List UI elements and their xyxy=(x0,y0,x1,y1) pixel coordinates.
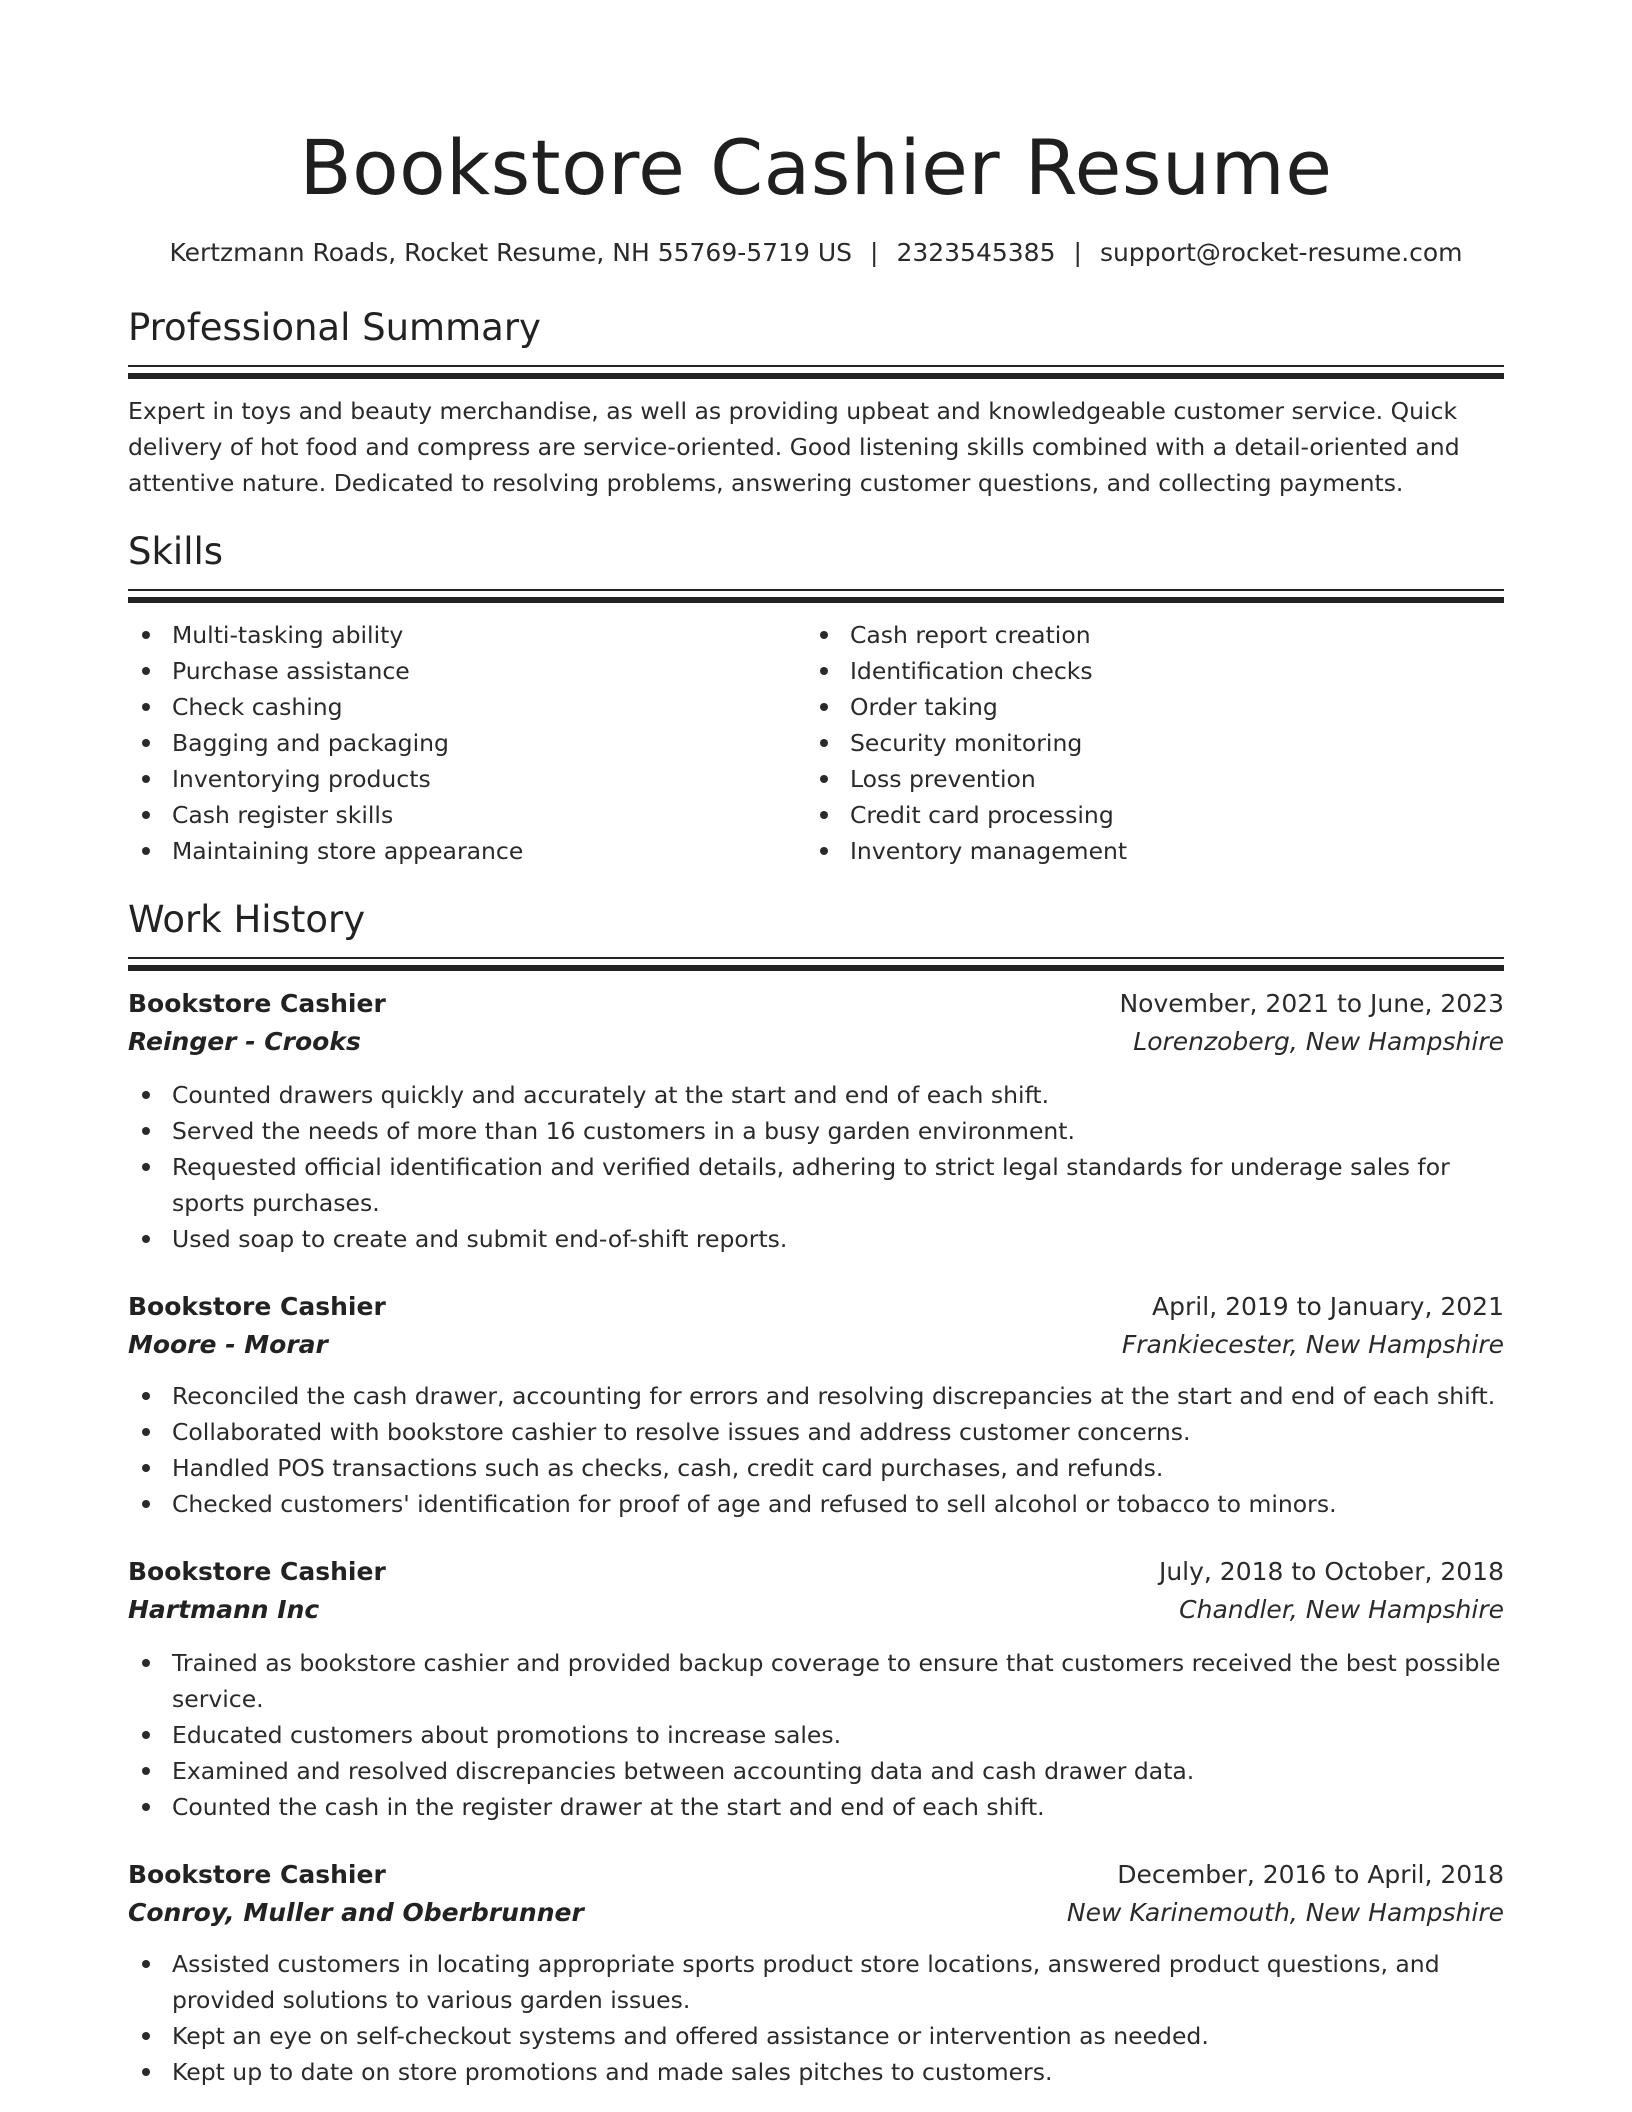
skill-item: Bagging and packaging xyxy=(128,725,806,761)
job-location: Lorenzoberg, New Hampshire xyxy=(1133,1027,1504,1056)
summary-text: Expert in toys and beauty merchandise, as well as providing upbeat and knowledgeable customer service. Quick delivery of hot food and compress are service-oriented. Good listening skills combined with a detail-oriented and attentive nature. Dedicated to resolving problems, answering customer questions, and collecting payments. xyxy=(128,397,1460,497)
job-header-row xyxy=(128,1856,1504,1894)
job-duty: Checked customers' identification for proof of age and refused to sell alcohol or tobacco to minors. xyxy=(128,1486,1504,1522)
job-location: Frankiecester, New Hampshire xyxy=(1121,1330,1504,1359)
section-heading-skills: Skills xyxy=(128,530,224,573)
job-duty: Examined and resolved discrepancies between accounting data and cash drawer data. xyxy=(128,1753,1504,1789)
job-entry xyxy=(128,1856,1504,2090)
job-company: Moore - Morar xyxy=(128,1330,328,1359)
job-duty: Requested official identification and verified details, adhering to strict legal standards for underage sales for sports purchases. xyxy=(128,1149,1504,1221)
job-duty: Trained as bookstore cashier and provided backup coverage to ensure that customers received the best possible service. xyxy=(128,1645,1504,1717)
contact-separator: | xyxy=(870,238,879,267)
heading-rule xyxy=(128,957,1504,959)
job-duty: Educated customers about promotions to increase sales. xyxy=(128,1717,1504,1753)
job-duty: Reconciled the cash drawer, accounting for errors and resolving discrepancies at the start and end of each shift. xyxy=(128,1378,1504,1414)
heading-rule-thick xyxy=(128,597,1504,603)
skill-item: Loss prevention xyxy=(806,761,1484,797)
job-title: Bookstore Cashier xyxy=(128,1557,386,1586)
skill-item: Purchase assistance xyxy=(128,653,806,689)
job-duty: Used soap to create and submit end-of-shift reports. xyxy=(128,1221,1504,1257)
skills-right-list xyxy=(806,617,1484,869)
skill-item: Order taking xyxy=(806,689,1484,725)
job-duty: Counted the cash in the register drawer at the start and end of each shift. xyxy=(128,1789,1504,1825)
contact-address: Kertzmann Roads, Rocket Resume, NH 55769-5719 US xyxy=(169,238,852,267)
job-company: Reinger - Crooks xyxy=(128,1027,361,1056)
job-duties-list xyxy=(128,1077,1504,1257)
section-heading-work-history: Work History xyxy=(128,898,366,941)
job-dates: December, 2016 to April, 2018 xyxy=(1117,1860,1504,1889)
skills-left-list xyxy=(128,617,806,869)
job-duties-list xyxy=(128,1645,1504,1825)
job-dates: July, 2018 to October, 2018 xyxy=(1158,1557,1504,1586)
skill-item: Cash register skills xyxy=(128,797,806,833)
heading-rule-thick xyxy=(128,373,1504,379)
section-heading-summary: Professional Summary xyxy=(128,306,541,349)
job-duty: Kept up to date on store promotions and made sales pitches to customers. xyxy=(128,2054,1504,2090)
skill-item: Inventory management xyxy=(806,833,1484,869)
job-duty: Handled POS transactions such as checks, cash, credit card purchases, and refunds. xyxy=(128,1450,1504,1486)
job-duty: Collaborated with bookstore cashier to resolve issues and address customer concerns. xyxy=(128,1414,1504,1450)
skill-item: Security monitoring xyxy=(806,725,1484,761)
job-title: Bookstore Cashier xyxy=(128,1860,386,1889)
job-company-row xyxy=(128,1326,1504,1364)
job-duty: Assisted customers in locating appropriate sports product store locations, answered product questions, and provided solutions to various garden issues. xyxy=(128,1946,1504,2018)
job-dates: April, 2019 to January, 2021 xyxy=(1152,1292,1504,1321)
heading-rule-thick xyxy=(128,965,1504,971)
heading-rule xyxy=(128,365,1504,367)
job-company: Hartmann Inc xyxy=(128,1595,320,1624)
job-header-row xyxy=(128,1288,1504,1326)
skill-item: Credit card processing xyxy=(806,797,1484,833)
job-entry xyxy=(128,1288,1504,1522)
job-title: Bookstore Cashier xyxy=(128,989,386,1018)
skills-grid xyxy=(128,617,1504,869)
summary-section xyxy=(128,303,1504,501)
job-header-row xyxy=(128,1553,1504,1591)
work-history-section xyxy=(128,895,1504,2090)
skill-item: Multi-tasking ability xyxy=(128,617,806,653)
job-duty: Kept an eye on self-checkout systems and offered assistance or intervention as needed. xyxy=(128,2018,1504,2054)
skills-section xyxy=(128,527,1504,869)
job-location: Chandler, New Hampshire xyxy=(1179,1595,1504,1624)
job-company: Conroy, Muller and Oberbrunner xyxy=(128,1898,584,1927)
resume-page xyxy=(128,0,1504,2090)
job-dates: November, 2021 to June, 2023 xyxy=(1119,989,1504,1018)
contact-email: support@rocket-resume.com xyxy=(1099,238,1463,267)
job-entry xyxy=(128,1553,1504,1825)
contact-line xyxy=(128,236,1504,270)
skill-item: Inventorying products xyxy=(128,761,806,797)
job-entry xyxy=(128,985,1504,1257)
contact-separator: | xyxy=(1073,238,1082,267)
job-location: New Karinemouth, New Hampshire xyxy=(1066,1898,1504,1927)
skill-item: Check cashing xyxy=(128,689,806,725)
job-duty: Counted drawers quickly and accurately at the start and end of each shift. xyxy=(128,1077,1504,1113)
heading-rule xyxy=(128,589,1504,591)
job-title: Bookstore Cashier xyxy=(128,1292,386,1321)
job-header-row xyxy=(128,985,1504,1023)
skill-item: Cash report creation xyxy=(806,617,1484,653)
job-duty: Served the needs of more than 16 customers in a busy garden environment. xyxy=(128,1113,1504,1149)
job-duties-list xyxy=(128,1378,1504,1522)
job-company-row xyxy=(128,1023,1504,1061)
skill-item: Maintaining store appearance xyxy=(128,833,806,869)
job-duties-list xyxy=(128,1946,1504,2090)
contact-phone: 2323545385 xyxy=(896,238,1056,267)
resume-title: Bookstore Cashier Resume xyxy=(299,123,1333,212)
job-company-row xyxy=(128,1894,1504,1932)
job-company-row xyxy=(128,1591,1504,1629)
skill-item: Identification checks xyxy=(806,653,1484,689)
